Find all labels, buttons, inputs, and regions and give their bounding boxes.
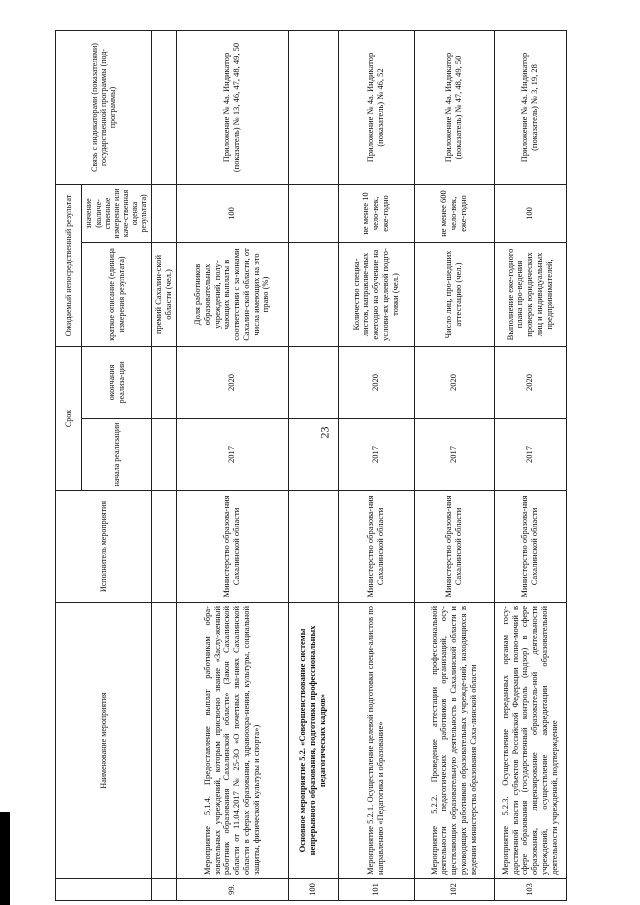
row-executor: Министерство образова-ния Сахалинской области: [176, 491, 288, 603]
table-row-section: [288, 30, 338, 900]
row-number: 103: [494, 879, 566, 901]
row-number: [152, 879, 177, 901]
row-link: Приложение № 4а. Индикатор (показатель) № 3, 19, 28: [494, 30, 566, 184]
row-end: 2020: [414, 346, 494, 418]
row-executor: Министерство образова-ния Сахалинской области: [414, 491, 494, 603]
row-link: Приложение № 4а. Индикатор (показатель) № 47, 48, 49, 50: [414, 30, 494, 184]
row-number: 102: [414, 879, 494, 901]
table-row: [176, 30, 288, 900]
page-number: 23: [317, 426, 332, 439]
header-num: [56, 879, 152, 901]
row-short: Количество специа-листов, направляе-мых ежегодно на обучение на услови-ях целевой подго-товки (чел.): [338, 242, 414, 346]
row-executor: [288, 491, 338, 603]
row-start: 2017: [338, 419, 414, 491]
header-term-end: окончания реализа-ции: [82, 346, 152, 418]
header-row-1: [56, 30, 82, 900]
row-value: [288, 184, 338, 242]
row-link: Приложение № 4а. Индикатор (показатель) № 46, 52: [338, 30, 414, 184]
header-expected-value: значение (количе-ственные измерение или каче-ственная оценка результата): [82, 184, 152, 242]
row-start: 2017: [494, 419, 566, 491]
row-start: 2017: [414, 419, 494, 491]
header-link: Связь с индикаторами (показателями) государственной программы (под-программы): [56, 30, 152, 184]
row-number: 99.: [176, 879, 288, 901]
row-start: [152, 419, 177, 491]
table-row: [152, 30, 177, 900]
header-expected: Ожидаемый непосредственный результат: [56, 184, 82, 346]
row-short: [288, 242, 338, 346]
row-name: Мероприятие 5.1.4. Предоставление выплат работникам обра-зовательных учреждений, которым присвоено звание «Заслу-женный работник образования Сахалинской области» (Закон Сахалинской области от 11.04.2017 № 25-ЗО «О почетных зва-ниях Сахалинской области в сферах образования, здравоохра-нения, культуры, социальной защиты, физической культуры и спорта»): [176, 603, 288, 879]
header-expected-short: краткое описание (единица измерения результата): [82, 242, 152, 346]
row-executor: [152, 491, 177, 603]
row-short: Выполнение еже-годного плана про-ведения проверок юридических лиц и индивидуальных предпринимателей,: [494, 242, 566, 346]
row-name: Мероприятие 5.2.1. Осуществление целевой подготовки специ-алистов по направлению «Педагогика и образование»: [338, 603, 414, 879]
row-end: 2020: [176, 346, 288, 418]
rotated-table-sheet: [55, 31, 559, 901]
row-value: не менее 600 чело-век, еже-годно: [414, 184, 494, 242]
row-name: [152, 603, 177, 879]
table-row: [414, 30, 494, 900]
table-row: [338, 30, 414, 900]
row-end: 2020: [338, 346, 414, 418]
row-end: [288, 346, 338, 418]
row-short: Доля работников образовательных учреждений, полу-чающих выплаты в соответствии с за-конами Сахалин-ской области, от числа имеющих на это право (%): [176, 242, 288, 346]
row-name: Мероприятие 5.2.3. Осуществление переданных органам госу-дарственной власти субъектов Российской Федерации полно-мочий в сфере образования (государственный контроль (надзор) в сфере образования, лицензирование образователь-ной деятельности учреждений, осуществление аккредитации образовательной деятельности учреждений, подтверждение: [494, 603, 566, 879]
table-row: [494, 30, 566, 900]
row-value: 100: [494, 184, 566, 242]
header-term-start: начала реализации: [82, 419, 152, 491]
program-measures-table: [55, 30, 567, 901]
row-name: Мероприятие 5.2.2. Проведение аттестации профессиональной деятельности педагогических работников организаций, осу-ществляющих образовательную деятельность в Сахалинской области и руководящих работников образовательных учрежде-ний, находящихся в ведении министерства образования Саха-линской области: [414, 603, 494, 879]
row-end: [152, 346, 177, 418]
row-executor: Министерство образова-ния Сахалинской области: [338, 491, 414, 603]
row-link: [288, 30, 338, 184]
row-start: 2017: [176, 419, 288, 491]
header-executor: Исполнитель мероприятия: [56, 491, 152, 603]
row-executor: Министерство образова-ния Сахалинской области: [494, 491, 566, 603]
row-name: Основное мероприятие 5.2. «Совершенствование системы непрерывного образования, подготовки профессиональных педагогических кадров»: [288, 603, 338, 879]
header-name: Наименование мероприятия: [56, 603, 152, 879]
row-value: 100: [176, 184, 288, 242]
header-term: Срок: [56, 346, 82, 490]
row-end: 2020: [494, 346, 566, 418]
scan-edge-mark: [0, 812, 10, 905]
row-value: [152, 184, 177, 242]
row-number: 100: [288, 879, 338, 901]
row-number: 101: [338, 879, 414, 901]
row-link: [152, 30, 177, 184]
row-start: [288, 419, 338, 491]
row-short: Число лиц, про-шедших аттестацию (чел.): [414, 242, 494, 346]
row-short: премий Сахалин-ской области (чел.): [152, 242, 177, 346]
row-value: не менее 10 чело-век, еже-годно: [338, 184, 414, 242]
row-link: Приложение № 4а. Индикатор (показатель) № 13, 46, 47, 48, 49, 50: [176, 30, 288, 184]
